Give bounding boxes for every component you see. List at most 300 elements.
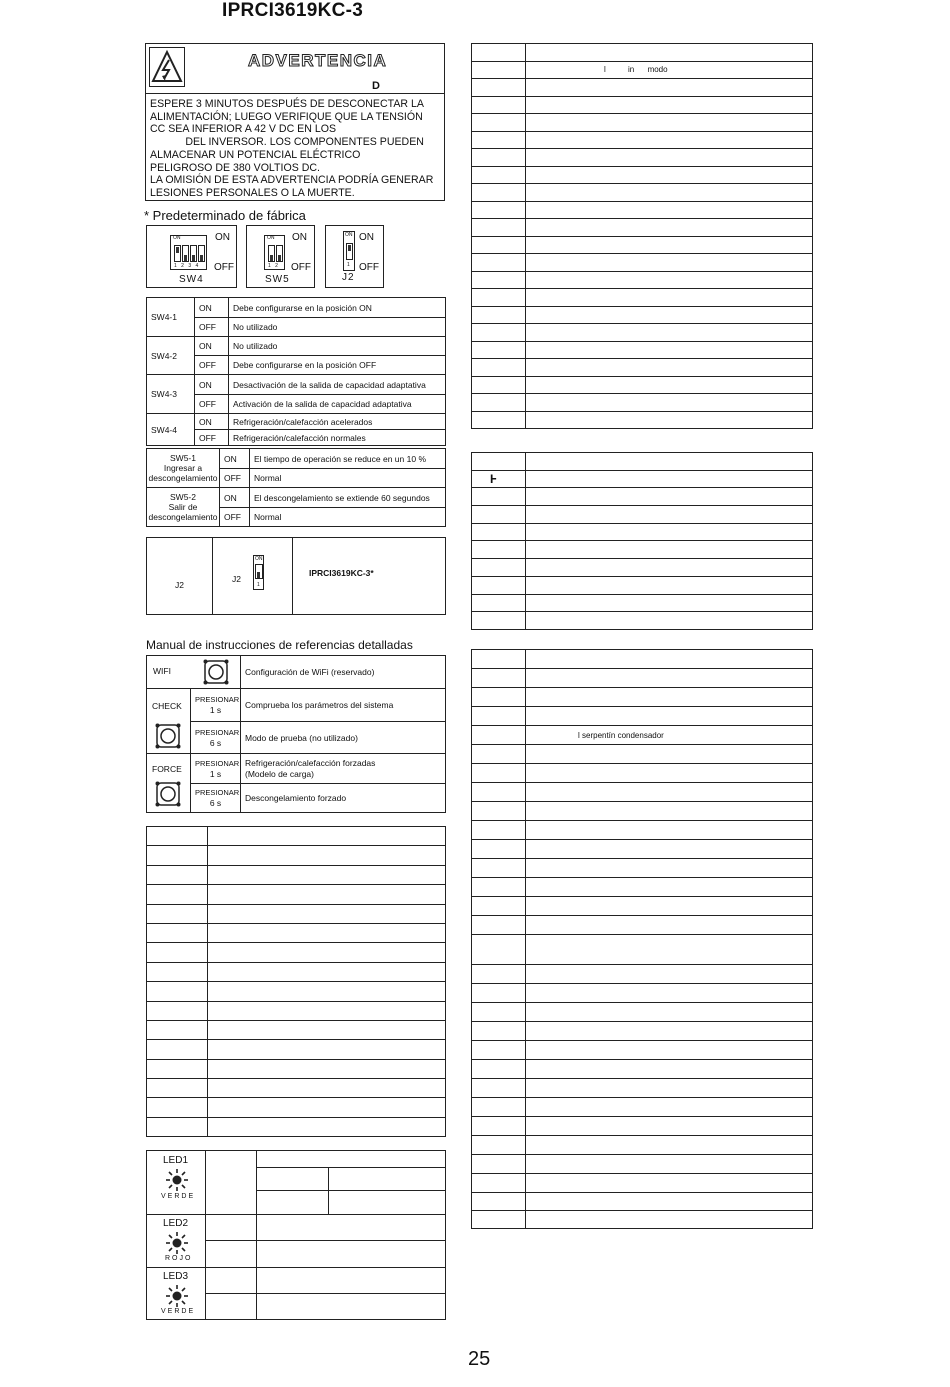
- table-row: [147, 885, 446, 904]
- code-cell: [147, 1079, 208, 1098]
- switch-desc: El tiempo de operación se reduce en un 10 %: [250, 449, 446, 469]
- table-row: [147, 1020, 446, 1039]
- code-cell: [147, 943, 208, 962]
- table-row: [472, 324, 813, 342]
- description-cell: [526, 201, 813, 219]
- code-cell: [472, 802, 526, 821]
- sw5-off-label: OFF: [291, 262, 311, 273]
- j2-name: J2: [342, 272, 355, 283]
- table-row: [147, 1215, 446, 1241]
- sw4-settings-table: [146, 297, 446, 446]
- force-cell: [147, 754, 191, 813]
- description-cell: [208, 1059, 446, 1078]
- switch-state: OFF: [220, 469, 250, 488]
- right-table-2: [471, 452, 813, 630]
- code-cell: [472, 1117, 526, 1136]
- page-number: 25: [468, 1348, 491, 1370]
- led2-color: ROJO: [165, 1255, 193, 1262]
- code-cell: [472, 96, 526, 114]
- description-cell: [526, 149, 813, 167]
- table-row: [472, 707, 813, 726]
- table-row: [147, 846, 446, 865]
- switch-state: ON: [195, 414, 229, 430]
- table-row: [147, 1117, 446, 1136]
- j2-diagram: [325, 225, 384, 288]
- table-row: [472, 669, 813, 688]
- description-cell: [526, 184, 813, 202]
- description-cell: [208, 962, 446, 981]
- table-row: [472, 541, 813, 559]
- switch-state: ON: [195, 375, 229, 395]
- warning-title: ADVERTENCIA: [248, 51, 388, 70]
- table-row: [147, 689, 446, 722]
- code-cell: [472, 669, 526, 688]
- code-cell: [472, 506, 526, 524]
- check-name: CHECK: [152, 701, 182, 711]
- code-cell: [472, 1174, 526, 1193]
- empty-cell: [257, 1215, 446, 1241]
- code-cell: [472, 1211, 526, 1229]
- switch-desc: No utilizado: [229, 337, 446, 356]
- empty-code-table-left: [146, 826, 446, 1137]
- description-cell: [526, 1079, 813, 1098]
- wifi-desc: Configuración de WiFi (reservado): [241, 656, 446, 689]
- code-cell: [472, 359, 526, 377]
- code-cell: [472, 935, 526, 965]
- code-cell: [472, 79, 526, 97]
- code-cell: [472, 1003, 526, 1022]
- code-cell: [472, 541, 526, 559]
- code-cell: [472, 44, 526, 62]
- empty-cell: [206, 1268, 257, 1294]
- table-row: [147, 865, 446, 884]
- sw5-settings-table: [146, 448, 446, 527]
- code-cell: [472, 114, 526, 132]
- sw5-diagram: [246, 225, 315, 288]
- table-row: [472, 523, 813, 541]
- code-cell: [472, 394, 526, 412]
- table-row: [472, 1098, 813, 1117]
- table-row: [472, 916, 813, 935]
- description-cell: [526, 764, 813, 783]
- code-cell: [472, 166, 526, 184]
- switch-state: OFF: [195, 356, 229, 375]
- description-cell: [208, 1020, 446, 1039]
- description-cell: [526, 376, 813, 394]
- description-cell: [526, 306, 813, 324]
- description-cell: [526, 935, 813, 965]
- check-cell: [147, 689, 191, 754]
- code-cell: [472, 1098, 526, 1117]
- warning-line: DEL INVERSOR. LOS COMPONENTES PUEDEN: [150, 136, 424, 149]
- description-cell: [526, 254, 813, 272]
- table-row: [472, 612, 813, 630]
- warning-line: ALIMENTACIÓN; LUEGO VERIFIQUE QUE LA TENSIÓN: [150, 110, 423, 123]
- code-cell: [472, 341, 526, 359]
- table-row: [147, 904, 446, 923]
- code-cell: Ⱶ: [472, 470, 526, 488]
- code-cell: [472, 984, 526, 1003]
- table-row: [472, 878, 813, 897]
- code-cell: [472, 376, 526, 394]
- code-cell: [147, 846, 208, 865]
- switch-id: SW4-3: [147, 375, 195, 414]
- table-row: [472, 453, 813, 471]
- j2-table: [146, 537, 446, 615]
- switch-desc: Normal: [250, 508, 446, 527]
- description-cell: [208, 943, 446, 962]
- sw4-on-label: ON: [215, 232, 230, 243]
- force-name: FORCE: [152, 764, 182, 774]
- description-cell: [526, 897, 813, 916]
- table-row: [472, 1155, 813, 1174]
- led2-name: LED2: [163, 1218, 189, 1229]
- code-cell: [472, 594, 526, 612]
- push-button-icon: [154, 780, 182, 808]
- wifi-cell: [147, 656, 241, 689]
- sw5-on-label: ON: [292, 232, 307, 243]
- switch-desc: Refrigeración/calefacción normales: [229, 430, 446, 446]
- table-row: [147, 1001, 446, 1020]
- table-row: [147, 538, 446, 615]
- empty-cell: [329, 1168, 446, 1191]
- description-cell: [208, 1098, 446, 1117]
- switch-id: SW4-1: [147, 298, 195, 337]
- description-cell: [208, 865, 446, 884]
- code-cell: [472, 306, 526, 324]
- description-cell: [526, 840, 813, 859]
- manual-label: Manual de instrucciones de referencias detalladas: [146, 638, 413, 652]
- code-cell: [472, 726, 526, 745]
- switch-desc: Normal: [250, 469, 446, 488]
- table-row: [472, 184, 813, 202]
- description-cell: [526, 1136, 813, 1155]
- press-cell: PRESIONAR 1 s: [191, 689, 241, 722]
- description-cell: [526, 745, 813, 764]
- table-row: [472, 114, 813, 132]
- description-cell: [526, 79, 813, 97]
- description-cell: [526, 707, 813, 726]
- table-row: [472, 650, 813, 669]
- code-cell: [472, 916, 526, 935]
- warning-line: ESPERE 3 MINUTOS DESPUÉS DE DESCONECTAR LA: [150, 98, 424, 110]
- description-cell: [526, 44, 813, 62]
- table-row: [147, 827, 446, 846]
- code-cell: [472, 271, 526, 289]
- code-cell: [472, 523, 526, 541]
- code-cell: [472, 1136, 526, 1155]
- code-cell: [472, 859, 526, 878]
- table-row: [472, 149, 813, 167]
- description-cell: [208, 1001, 446, 1020]
- table-row: [472, 470, 813, 488]
- description-cell: [526, 916, 813, 935]
- code-cell: [472, 131, 526, 149]
- table-row: [472, 271, 813, 289]
- check-desc: Comprueba los parámetros del sistema: [241, 689, 446, 722]
- code-cell: [147, 1040, 208, 1059]
- description-cell: [526, 594, 813, 612]
- table-row: [147, 784, 446, 813]
- table-row: [472, 935, 813, 965]
- sw4-dip-switch: ON 1 2 3 4: [170, 235, 207, 270]
- description-cell: [526, 470, 813, 488]
- sw4-name: SW4: [179, 274, 204, 285]
- j2-dip-switch: ON 1: [343, 231, 355, 271]
- description-cell: [526, 488, 813, 506]
- switch-id: SW4-2: [147, 337, 195, 375]
- description-cell: [526, 1155, 813, 1174]
- empty-cell: [257, 1168, 329, 1191]
- table-row: [472, 594, 813, 612]
- code-cell: [472, 1193, 526, 1211]
- switch-desc: Debe configurarse en la posición ON: [229, 298, 446, 318]
- switch-id-cell: SW5-2 Salir de descongelamiento: [147, 488, 220, 527]
- table-row: [147, 298, 446, 318]
- table-row: [147, 656, 446, 689]
- sw5-name: SW5: [265, 274, 290, 285]
- table-row: [147, 1079, 446, 1098]
- code-cell: [472, 707, 526, 726]
- table-row: [472, 821, 813, 840]
- led1-cell: [147, 1151, 206, 1215]
- table-row: [472, 576, 813, 594]
- switch-state: OFF: [195, 430, 229, 446]
- table-row: [147, 1059, 446, 1078]
- code-cell: [147, 904, 208, 923]
- empty-cell: [257, 1268, 446, 1294]
- description-cell: [526, 506, 813, 524]
- code-cell: [472, 488, 526, 506]
- table-row: [472, 859, 813, 878]
- press-cell: PRESIONAR 6 s: [191, 784, 241, 813]
- table-row: [472, 783, 813, 802]
- table-row: [472, 131, 813, 149]
- led-light-icon: [164, 1283, 190, 1309]
- table-row: [472, 802, 813, 821]
- description-cell: [526, 541, 813, 559]
- warning-letter: D: [372, 80, 380, 92]
- empty-cell: [257, 1241, 446, 1268]
- code-cell: [472, 289, 526, 307]
- led3-name: LED3: [163, 1271, 189, 1282]
- code-cell: [472, 453, 526, 471]
- description-cell: [526, 453, 813, 471]
- table-row: [472, 965, 813, 984]
- table-row: [472, 411, 813, 429]
- description-cell: [526, 802, 813, 821]
- description-cell: [526, 96, 813, 114]
- code-cell: [472, 650, 526, 669]
- code-cell: [147, 827, 208, 846]
- description-cell: [208, 904, 446, 923]
- table-row: [472, 559, 813, 577]
- code-cell: [472, 764, 526, 783]
- description-cell: [526, 341, 813, 359]
- empty-cell: [206, 1294, 257, 1320]
- code-cell: [472, 559, 526, 577]
- push-button-icon: [202, 658, 230, 686]
- table-row: [472, 764, 813, 783]
- description-cell: [526, 1041, 813, 1060]
- code-cell: [472, 878, 526, 897]
- table-row: [472, 1079, 813, 1098]
- j2-cell-label: J2: [147, 538, 213, 615]
- code-cell: [147, 1098, 208, 1117]
- empty-cell: [257, 1191, 329, 1215]
- table-row: [472, 1022, 813, 1041]
- code-cell: [147, 1059, 208, 1078]
- led-table: [146, 1150, 446, 1320]
- table-row: [147, 375, 446, 395]
- press-cell: PRESIONAR 6 s: [191, 722, 241, 754]
- switch-id: SW4-4: [147, 414, 195, 446]
- description-cell: [526, 650, 813, 669]
- code-cell: [472, 965, 526, 984]
- j2-dip-switch-icon: ON 1: [255, 556, 263, 588]
- right-table-3: [471, 649, 813, 1229]
- table-row: [472, 1060, 813, 1079]
- code-cell: [147, 962, 208, 981]
- table-row: [472, 745, 813, 764]
- table-row: [147, 754, 446, 784]
- led3-cell: [147, 1268, 206, 1320]
- description-cell: [526, 984, 813, 1003]
- code-cell: [147, 865, 208, 884]
- switch-state: ON: [220, 449, 250, 469]
- j2-on-label: ON: [359, 232, 374, 243]
- description-cell: [526, 612, 813, 630]
- description-cell: [208, 1079, 446, 1098]
- table-row: [147, 337, 446, 356]
- code-cell: [472, 1022, 526, 1041]
- description-cell: [208, 846, 446, 865]
- description-cell: [526, 1193, 813, 1211]
- table-row: [147, 1151, 446, 1168]
- description-cell: [526, 219, 813, 237]
- code-cell: [472, 1079, 526, 1098]
- j2-switch-cell: J2 ON 1: [213, 538, 293, 615]
- code-cell: [472, 688, 526, 707]
- electric-hazard-icon: [149, 47, 185, 87]
- description-cell: [526, 411, 813, 429]
- table-row: [472, 219, 813, 237]
- description-cell: [526, 1003, 813, 1022]
- description-cell: [526, 669, 813, 688]
- push-button-icon: [154, 722, 182, 750]
- table-row: [472, 166, 813, 184]
- code-cell: [147, 923, 208, 942]
- switch-desc: Refrigeración/calefacción acelerados: [229, 414, 446, 430]
- code-cell: [147, 982, 208, 1001]
- switch-state: OFF: [195, 318, 229, 337]
- table-row: [472, 359, 813, 377]
- sw5-dip-switch: ON 1 2: [264, 235, 285, 270]
- description-cell: l serpentín condensador: [526, 726, 813, 745]
- wifi-name: WIFI: [153, 666, 171, 676]
- code-cell: [472, 783, 526, 802]
- warning-text: [150, 98, 441, 200]
- code-cell: [472, 219, 526, 237]
- switch-id-cell: SW5-1 Ingresar a descongelamiento: [147, 449, 220, 488]
- switch-state: ON: [195, 337, 229, 356]
- description-cell: [526, 1022, 813, 1041]
- warning-line: CC SEA INFERIOR A 42 V DC EN LOS: [150, 123, 337, 136]
- table-row: [147, 962, 446, 981]
- table-row: [472, 394, 813, 412]
- right-table-1: [471, 43, 813, 429]
- table-row: [147, 1268, 446, 1294]
- switch-desc: Activación de la salida de capacidad adaptativa: [229, 395, 446, 414]
- table-row: [472, 236, 813, 254]
- table-row: [472, 1136, 813, 1155]
- description-cell: [526, 821, 813, 840]
- switch-state: OFF: [220, 508, 250, 527]
- description-cell: [526, 324, 813, 342]
- j2-model: IPRCI3619KC-3*: [293, 538, 446, 615]
- code-cell: [472, 324, 526, 342]
- table-row: [472, 984, 813, 1003]
- description-cell: [526, 114, 813, 132]
- led3-color: VERDE: [161, 1308, 196, 1315]
- description-cell: [526, 688, 813, 707]
- table-row: [147, 923, 446, 942]
- table-row: [472, 306, 813, 324]
- switch-state: ON: [220, 488, 250, 508]
- table-row: [472, 201, 813, 219]
- description-cell: [526, 878, 813, 897]
- table-row: [472, 96, 813, 114]
- description-cell: [526, 965, 813, 984]
- led2-cell: [147, 1215, 206, 1268]
- force-desc: Refrigeración/calefacción forzadas (Modelo de carga): [241, 754, 446, 784]
- model-title: IPRCI3619KC-3: [222, 0, 364, 21]
- description-cell: [208, 1040, 446, 1059]
- description-cell: [526, 523, 813, 541]
- description-cell: [526, 1211, 813, 1229]
- description-cell: [208, 885, 446, 904]
- warning-line: PELIGROSO DE 380 VOLTIOS DC.: [150, 161, 320, 174]
- empty-cell: [329, 1191, 446, 1215]
- led1-name: LED1: [163, 1155, 189, 1166]
- description-cell: [526, 166, 813, 184]
- table-row: [472, 61, 813, 79]
- buttons-table: [146, 655, 446, 813]
- table-row: [472, 341, 813, 359]
- table-row: [472, 897, 813, 916]
- code-cell: [472, 897, 526, 916]
- table-row: [472, 1193, 813, 1211]
- check-desc: Modo de prueba (no utilizado): [241, 722, 446, 754]
- code-cell: [472, 612, 526, 630]
- code-cell: [472, 840, 526, 859]
- code-cell: [472, 821, 526, 840]
- table-row: [472, 726, 813, 745]
- code-cell: [147, 1001, 208, 1020]
- description-cell: [526, 859, 813, 878]
- description-cell: l in modo: [526, 61, 813, 79]
- code-cell: [472, 745, 526, 764]
- empty-cell: [206, 1215, 257, 1241]
- table-row: [472, 376, 813, 394]
- table-row: [472, 488, 813, 506]
- description-cell: [208, 982, 446, 1001]
- sw4-off-label: OFF: [214, 262, 234, 273]
- table-row: [147, 488, 446, 508]
- table-row: [472, 289, 813, 307]
- sw4-diagram: [146, 225, 237, 288]
- description-cell: [526, 236, 813, 254]
